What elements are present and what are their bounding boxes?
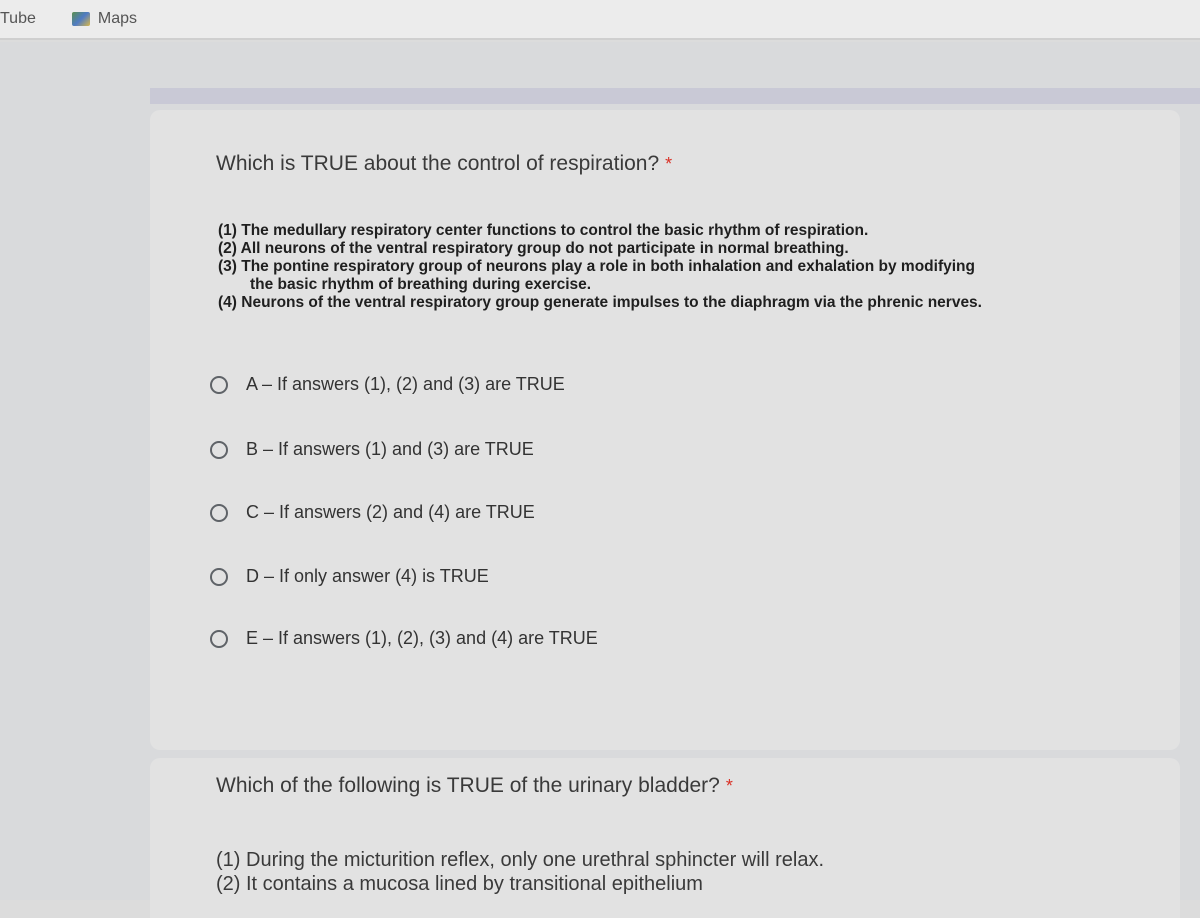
radio-button[interactable] [210,376,228,394]
bookmarks-bar [0,0,1200,40]
statement-2: (2) It contains a mucosa lined by transitional epithelium [216,873,703,895]
question-stem-2 [216,848,824,896]
option-d[interactable] [210,566,489,587]
radio-button[interactable] [210,504,228,522]
statement-3-continued: the basic rhythm of breathing during exercise. [250,276,592,293]
statement-1: (1) The medullary respiratory center functions to control the basic rhythm of respiration. [218,222,869,239]
option-a[interactable] [210,374,565,395]
statement-1: (1) During the micturition reflex, only one urethral sphincter will relax. [216,849,825,871]
maps-icon [72,12,90,26]
option-b[interactable] [210,439,534,460]
radio-button[interactable] [210,441,228,459]
bookmark-label: Tube [0,10,36,27]
required-asterisk: * [665,154,673,174]
form-header-band [150,88,1200,104]
option-label: B – If answers (1) and (3) are TRUE [246,439,534,459]
question-title-2 [216,774,733,798]
option-label: A – If answers (1), (2) and (3) are TRUE [246,374,565,394]
question-title-1 [216,152,672,176]
bookmark-label: Maps [97,10,137,27]
option-label: D – If only answer (4) is TRUE [246,566,489,586]
required-asterisk: * [725,776,733,796]
option-e[interactable] [210,628,598,649]
radio-button[interactable] [210,568,228,586]
option-label: C – If answers (2) and (4) are TRUE [246,502,535,522]
question-title-text: Which of the following is TRUE of the urinary bladder? [216,774,720,797]
statement-2: (2) All neurons of the ventral respiratory group do not participate in normal breathing. [218,240,849,257]
option-label: E – If answers (1), (2), (3) and (4) are TRUE [246,628,598,648]
question-card-1 [150,110,1180,750]
statement-4: (4) Neurons of the ventral respiratory group generate impulses to the diaphragm via the phrenic nerves. [218,294,982,311]
question-title-text: Which is TRUE about the control of respiration? [216,152,660,175]
statement-3: (3) The pontine respiratory group of neurons play a role in both inhalation and exhalation by modifying [218,258,975,275]
bookmark-youtube[interactable] [0,4,46,34]
question-stem-1 [218,222,1158,312]
bookmark-maps[interactable] [62,4,147,34]
radio-button[interactable] [210,630,228,648]
option-c[interactable] [210,502,535,523]
